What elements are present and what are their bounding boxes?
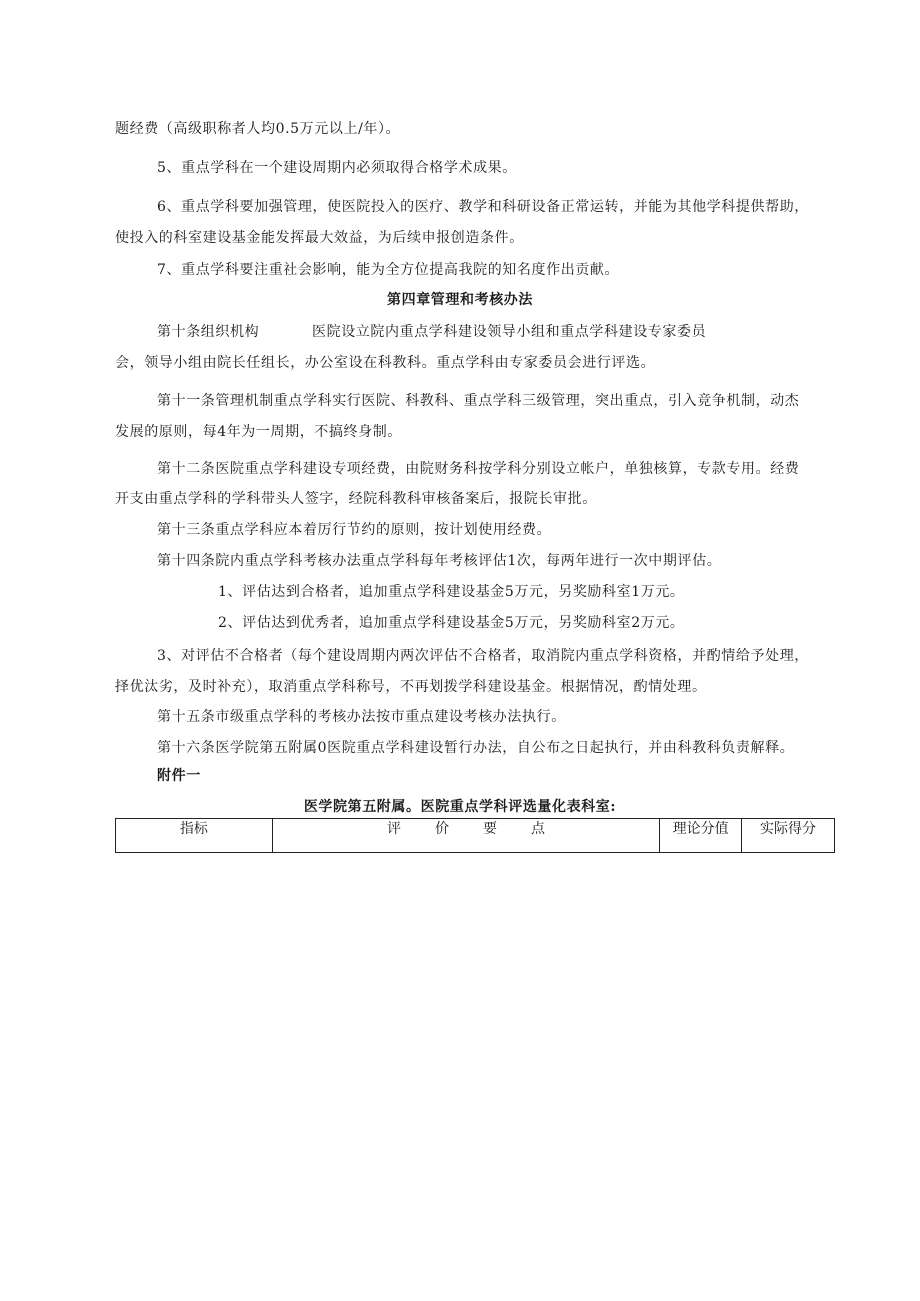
evaluation-table: [115, 818, 835, 853]
attachment-label: 附件一: [157, 768, 201, 784]
list-item: 2、评估达到优秀者，追加重点学科建设基金5万元，另奖励科室2万元。: [218, 615, 685, 631]
paragraph: 开支由重点学科的学科带头人签字，经院科教科审核备案后，报院长审批。: [115, 491, 597, 507]
chapter-heading: 第四章管理和考核办法: [387, 292, 533, 308]
paragraph: 第十五条市级重点学科的考核办法按市重点建设考核办法执行。: [157, 709, 566, 725]
header-label: 评价要点: [386, 821, 579, 837]
paragraph: 发展的原则，每4年为一周期，不搞终身制。: [115, 424, 402, 440]
paragraph: 第十二条医院重点学科建设专项经费，由院财务科按学科分别设立帐户，单独核算，专款专用。经费: [157, 461, 800, 477]
paragraph: 题经费（高级职称者人均0.5万元以上/年）。: [115, 121, 401, 137]
header-cell-indicator: 指标: [116, 819, 273, 853]
paragraph: 会，领导小组由院长任组长，办公室设在科教科。重点学科由专家委员会进行评选。: [115, 355, 656, 371]
header-cell-actual-score: 实际得分: [742, 819, 835, 853]
paragraph: 择优汰劣，及时补充），取消重点学科称号，不再划拨学科建设基金。根据情况，酌情处理。: [115, 679, 707, 695]
paragraph: 第十一条管理机制重点学科实行医院、科教科、重点学科三级管理，突出重点，引入竞争机制，动杰: [157, 393, 800, 409]
paragraph: 6、重点学科要加强管理，使医院投入的医疗、教学和科研设备正常运转，并能为其他学科提供帮助，: [157, 199, 809, 215]
paragraph: 医院设立院内重点学科建设领导小组和重点学科建设专家委员: [312, 324, 707, 340]
table-header-row: [116, 819, 835, 853]
paragraph: 3、对评估不合格者（每个建设周期内两次评估不合格者，取消院内重点学科资格，并酌情给予处理，: [157, 648, 809, 664]
paragraph: 第十四条院内重点学科考核办法重点学科每年考核评估1次，每两年进行一次中期评估。: [157, 553, 722, 569]
paragraph: 第十六条医学院第五附属0医院重点学科建设暂行办法，自公布之日起执行，并由科教科负责解释。: [157, 740, 795, 756]
list-item: 1、评估达到合格者，追加重点学科建设基金5万元，另奖励科室1万元。: [218, 584, 685, 600]
paragraph: 7、重点学科要注重社会影响，能为全方位提高我院的知名度作出贡献。: [157, 262, 620, 278]
header-cell-theoretical-score: 理论分值: [660, 819, 742, 853]
paragraph: 5、重点学科在一个建设周期内必须取得合格学术成果。: [157, 160, 517, 176]
table-title: 医学院第五附属。医院重点学科评选量化表科室:: [303, 799, 617, 815]
paragraph: 第十三条重点学科应本着厉行节约的原则，按计划使用经费。: [157, 522, 552, 538]
paragraph: 使投入的科室建设基金能发挥最大效益，为后续申报创造条件。: [115, 230, 524, 246]
header-cell-evaluation-points: [272, 819, 659, 853]
article-title: 第十条组织机构: [157, 324, 260, 340]
